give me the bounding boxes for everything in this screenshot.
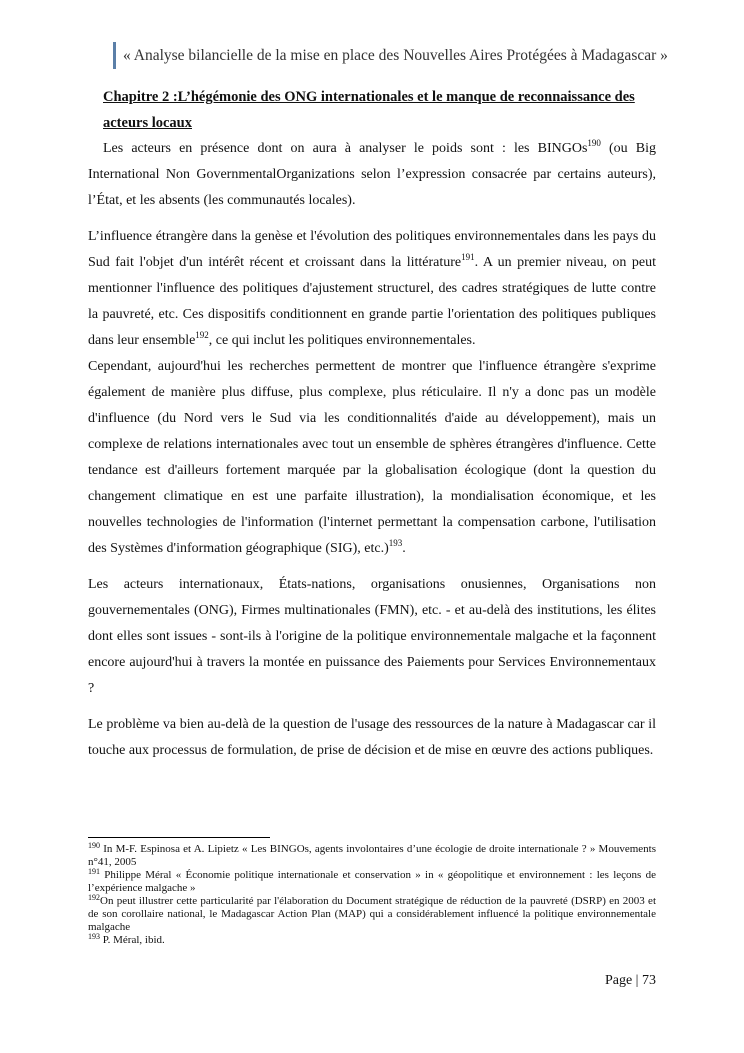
footnote-number: 190 — [88, 841, 100, 850]
paragraph-text: , ce qui inclut les politiques environnementales. — [208, 333, 476, 348]
footnote-text: On peut illustrer cette particularité par l'élaboration du Document stratégique de réduction de la pauvreté (DSRP) en 2003 et de son corollaire national, le Madagascar Action Plan (MAP) qui a considérablement influencé la politique environnementale malgache — [88, 895, 656, 933]
running-header: « Analyse bilancielle de la mise en place des Nouvelles Aires Protégées à Madagascar » — [113, 42, 668, 69]
footnote — [88, 895, 656, 934]
footnote-ref[interactable]: 190 — [587, 138, 601, 148]
footnote-number: 192 — [88, 893, 100, 902]
paragraph: Les acteurs internationaux, États-nations, organisations onusiennes, Organisations non gouvernementales (ONG), Firmes multinationales (FMN), etc. - et au-delà des institutions, les élites dont elles sont issues - sont-ils à l'origine de la politique environnementale malgache et la façonnent encore aujourd'hui à travers la montée en puissance des Paiements pour Services Environnementaux ? — [88, 577, 656, 696]
footnote — [88, 869, 656, 895]
footnote — [88, 843, 656, 869]
paragraph — [88, 224, 656, 354]
paragraph-text: . A un premier niveau, on peut mentionner l'influence des politiques d'ajustement structurel, des cadres stratégiques de lutte contre la pauvreté, etc. Ces dispositifs conditionnent en grande partie l'orientation des politiques publiques dans leur ensemble — [88, 255, 656, 348]
footnote-ref[interactable]: 191 — [461, 252, 475, 262]
chapter-heading: Chapitre 2 :L’hégémonie des ONG internationales et le manque de reconnaissance des acteurs locaux — [103, 89, 635, 131]
footnote — [88, 934, 656, 947]
paragraph — [88, 136, 656, 214]
paragraph — [88, 354, 656, 562]
page-number: Page | 73 — [604, 973, 656, 988]
footnote-text: In M-F. Espinosa et A. Lipietz « Les BINGOs, agents involontaires d’une écologie de droite internationale ? » Mouvements n°41, 2005 — [88, 843, 656, 868]
paragraph-text: (ou Big International Non GovernmentalOrganizations selon l’expression consacrée par certains auteurs), l’État, et les absents (les communautés locales). — [88, 141, 656, 208]
paragraph-text: . — [402, 541, 406, 556]
footnote-separator — [88, 837, 270, 838]
footnote-number: 193 — [88, 932, 100, 941]
body-text — [88, 84, 656, 764]
footnotes — [88, 843, 656, 947]
footnote-number: 191 — [88, 867, 100, 876]
footnote-text: Philippe Méral « Économie politique internationale et conservation » in « géopolitique et environnement : les leçons de l’expérience malgache » — [88, 869, 656, 894]
paragraph-text: Les acteurs en présence dont on aura à analyser le poids sont : les BINGOs — [103, 141, 588, 156]
paragraph: Le problème va bien au-delà de la question de l'usage des ressources de la nature à Madagascar car il touche aux processus de formulation, de prise de décision et de mise en œuvre des actions publiques. — [88, 717, 656, 758]
footnote-ref[interactable]: 193 — [388, 538, 403, 548]
footnote-text: P. Méral, ibid. — [100, 934, 165, 946]
paragraph-text: L’influence étrangère dans la genèse et l'évolution des politiques environnementales dans les pays du Sud fait l'objet d'un intérêt récent et croissant dans la littérature — [88, 229, 656, 270]
paragraph-text: Cependant, aujourd'hui les recherches permettent de montrer que l'influence étrangère s'exprime également de manière plus diffuse, plus complexe, plus réticulaire. Il n'y a donc pas un modèle d'influence (du Nord vers le Sud via les conditionnalités d'aide au développement), mais un complexe de relations internationales avec tout un ensemble de sphères étrangères d'influence. Cette tendance est d'ailleurs fortement marquée par la globalisation écologique (dont la question du changement climatique en est une parfaite illustration), la mondialisation économique, et les nouvelles technologies de l'information (l'internet permettant la compensation carbone, l'utilisation des Systèmes d'information géographique (SIG), etc.) — [88, 359, 656, 556]
footnote-ref[interactable]: 192 — [195, 330, 209, 340]
